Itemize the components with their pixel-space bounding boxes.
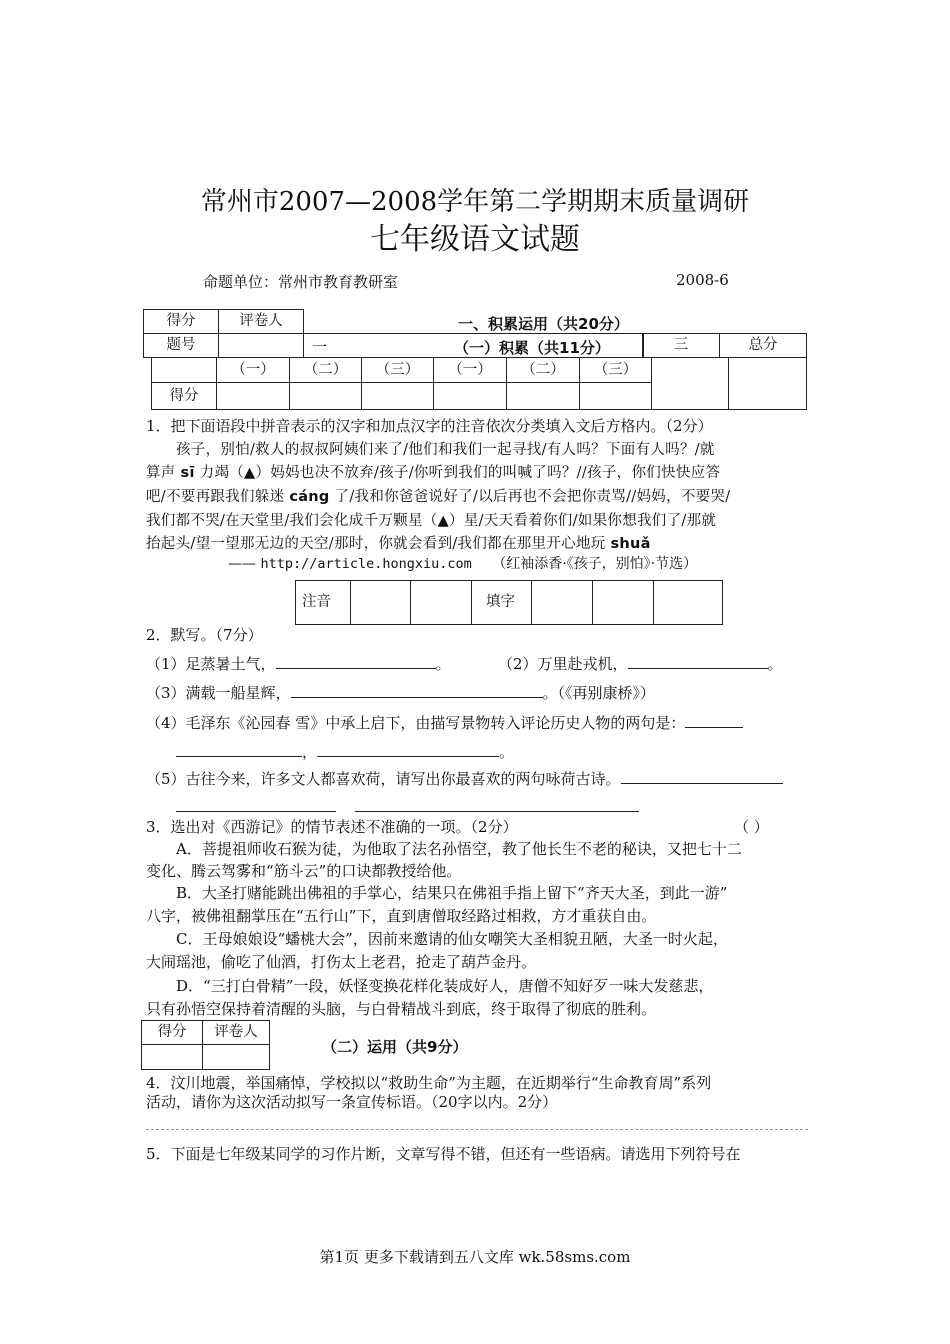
q1-passage-line: 抬起头/望一望那无边的天空/那时，你就会看到/我们都在那里开心地玩 shuǎ bbox=[146, 536, 651, 552]
score-table-cell bbox=[151, 357, 217, 383]
score-table-sub-header: （三） bbox=[579, 357, 652, 383]
subsection2-heading: （二）运用（共9分） bbox=[322, 1038, 468, 1056]
q2-item2: （2）万里赴戎机， 。 bbox=[498, 655, 783, 673]
q3-stem: 3．选出对《西游记》的情节表述不准确的一项。（2分） bbox=[146, 818, 518, 836]
pinyin-cang: cáng bbox=[289, 489, 330, 505]
score-table-sub-header: （三） bbox=[361, 357, 434, 383]
blank-line[interactable] bbox=[628, 654, 768, 669]
score-box-grader-label: 评卷人 bbox=[218, 309, 304, 334]
q2-item4: （4）毛泽东《沁园春 雪》中承上启下，由描写景物转入评论历史人物的两句是： bbox=[146, 712, 743, 733]
score-table-sub-header: （二） bbox=[289, 357, 362, 383]
source-url: http://article.hongxiu.com bbox=[260, 556, 472, 572]
score-table-cell[interactable] bbox=[433, 382, 507, 410]
q4-line1: 4．汶川地震，举国痛悼，学校拟以“救助生命”为主题，在近期举行“生命教育周”系列 bbox=[146, 1074, 712, 1092]
q3-option-c-cont: 大闹瑶池，偷吃了仙酒，打伤太上老君，抢走了葫芦金丹。 bbox=[146, 953, 537, 971]
score-table-cell[interactable] bbox=[289, 382, 362, 410]
q2-item4-blanks: ， 。 bbox=[176, 741, 514, 762]
blank-line[interactable] bbox=[176, 742, 302, 757]
subsection1-heading: （一）积累（共11分） bbox=[454, 339, 610, 357]
q1-passage-line: 算声 sī 力竭（▲）妈妈也决不放弃/孩子/你听到我们的叫喊了吗？//孩子，你们快快应答 bbox=[146, 465, 721, 481]
score-table-section-one bbox=[303, 333, 644, 358]
q3-option-c: C．王母娘娘设“蟠桃大会”，因前来邀请的仙女嘲笑大圣相貌丑陋，大圣一时火起， bbox=[176, 930, 728, 948]
q2-item5: （5）古往今来，许多文人都喜欢荷，请写出你最喜欢的两句咏荷古诗。 bbox=[146, 768, 783, 789]
q1-source: —— http://article.hongxiu.com （红袖添香·《孩子，别怕》·节选） bbox=[228, 556, 698, 572]
q3-option-d: D．“三打白骨精”一段，妖怪变换花样化装成好人，唐僧不知好歹一味大发慈悲， bbox=[176, 977, 714, 995]
score-table-cell bbox=[728, 357, 807, 410]
exam-title-line1: 常州市2007—2008学年第二学期期末质量调研 bbox=[200, 187, 750, 217]
blank-line[interactable] bbox=[176, 797, 336, 812]
q3-answer-paren[interactable]: （ ） bbox=[734, 818, 769, 836]
score-table-cell bbox=[218, 333, 304, 358]
score-table-sub-header: （二） bbox=[506, 357, 580, 383]
q3-option-b: B．大圣打赌能跳出佛祖的手掌心，结果只在佛祖手指上留下“齐天大圣，到此一游” bbox=[176, 884, 728, 902]
q3-option-a: A．菩提祖师收石猴为徒，为他取了法名孙悟空，教了他长生不老的秘诀，又把七十二 bbox=[176, 840, 742, 858]
answer-cell[interactable] bbox=[653, 580, 723, 625]
score-table-cell[interactable] bbox=[216, 382, 290, 410]
q5-line1: 5．下面是七年级某同学的习作片断，文章写得不错，但还有一些语病。请选用下列符号在 bbox=[146, 1145, 741, 1163]
answer-cell[interactable] bbox=[592, 580, 654, 625]
q3-option-d-cont: 只有孙悟空保持着清醒的头脑，与白骨精战斗到底，终于取得了彻底的胜利。 bbox=[146, 1000, 657, 1018]
score-table-col-total: 总分 bbox=[719, 333, 807, 358]
answer-tianzi-label: 填字 bbox=[471, 580, 532, 625]
blank-line[interactable] bbox=[291, 683, 543, 698]
score-table-tihao: 题号 bbox=[143, 333, 219, 358]
answer-cell[interactable] bbox=[410, 580, 472, 625]
blank-line[interactable] bbox=[355, 797, 639, 812]
score-table-col-one: 一 bbox=[312, 338, 328, 356]
blank-line[interactable] bbox=[276, 654, 436, 669]
answer-zhuyin-label: 注音 bbox=[295, 580, 351, 625]
answer-dashed-line[interactable] bbox=[146, 1129, 808, 1130]
blank-line[interactable] bbox=[621, 769, 783, 784]
author-unit: 命题单位：常州市教育教研室 bbox=[203, 273, 399, 291]
score-box2-grader-label: 评卷人 bbox=[202, 1020, 270, 1045]
q1-passage-line: 我们都不哭/在天堂里/我们会化成千万颗星（▲）星/天天看着你们/如果你想我们了/那就 bbox=[146, 513, 717, 529]
score-table-defen: 得分 bbox=[151, 382, 217, 410]
q1-passage-line: 吧/不要再跟我们躲迷 cáng 了/我和你爸爸说好了/以后再也不会把你责骂//妈妈，不要哭/ bbox=[146, 489, 731, 505]
score-table-sub-header: （一） bbox=[433, 357, 507, 383]
q2-item5-blanks bbox=[176, 797, 639, 816]
score-table-sub-header: （一） bbox=[216, 357, 290, 383]
score-box2-cell[interactable] bbox=[141, 1044, 203, 1070]
pinyin-shua: shuǎ bbox=[610, 536, 651, 552]
answer-cell[interactable] bbox=[531, 580, 593, 625]
exam-date: 2008-6 bbox=[676, 271, 729, 289]
q2-stem: 2．默写。（7分） bbox=[146, 626, 263, 644]
score-table-cell[interactable] bbox=[579, 382, 652, 410]
score-box2-cell[interactable] bbox=[202, 1044, 270, 1070]
score-box2-score-label: 得分 bbox=[141, 1020, 203, 1045]
blank-line[interactable] bbox=[317, 742, 499, 757]
score-table-col-three: 三 bbox=[642, 333, 720, 358]
q2-item3: （3）满载一船星辉， 。（《再别康桥》） bbox=[146, 684, 656, 702]
q4-line2: 活动，请你为这次活动拟写一条宣传标语。（20字以内。2分） bbox=[146, 1093, 558, 1111]
blank-line[interactable] bbox=[685, 713, 743, 728]
q1-stem: 1．把下面语段中拼音表示的汉字和加点汉字的注音依次分类填入文后方格内。（2分） bbox=[146, 417, 713, 435]
page-footer: 第1页 更多下载请到五八文库 wk.58sms.com bbox=[319, 1248, 631, 1266]
pinyin-si: sī bbox=[180, 465, 195, 481]
score-table-cell bbox=[651, 357, 729, 410]
q3-option-b-cont: 八字，被佛祖翻掌压在“五行山”下，直到唐僧取经路过相救，方才重获自由。 bbox=[146, 907, 657, 925]
answer-cell[interactable] bbox=[350, 580, 411, 625]
score-table-cell[interactable] bbox=[361, 382, 434, 410]
q2-item1: （1）足蒸暑土气， 。 bbox=[146, 655, 451, 673]
exam-title-line2: 七年级语文试题 bbox=[370, 222, 580, 257]
section1-heading: 一、积累运用（共20分） bbox=[458, 315, 629, 333]
score-table-cell[interactable] bbox=[506, 382, 580, 410]
score-box-score-label: 得分 bbox=[143, 309, 219, 334]
q1-passage-line: 孩子，别怕/救人的叔叔阿姨们来了/他们和我们一起寻找/有人吗？下面有人吗？/就 bbox=[176, 442, 715, 458]
q3-option-a-cont: 变化、腾云驾雾和“筋斗云”的口诀都教授给他。 bbox=[146, 862, 462, 880]
